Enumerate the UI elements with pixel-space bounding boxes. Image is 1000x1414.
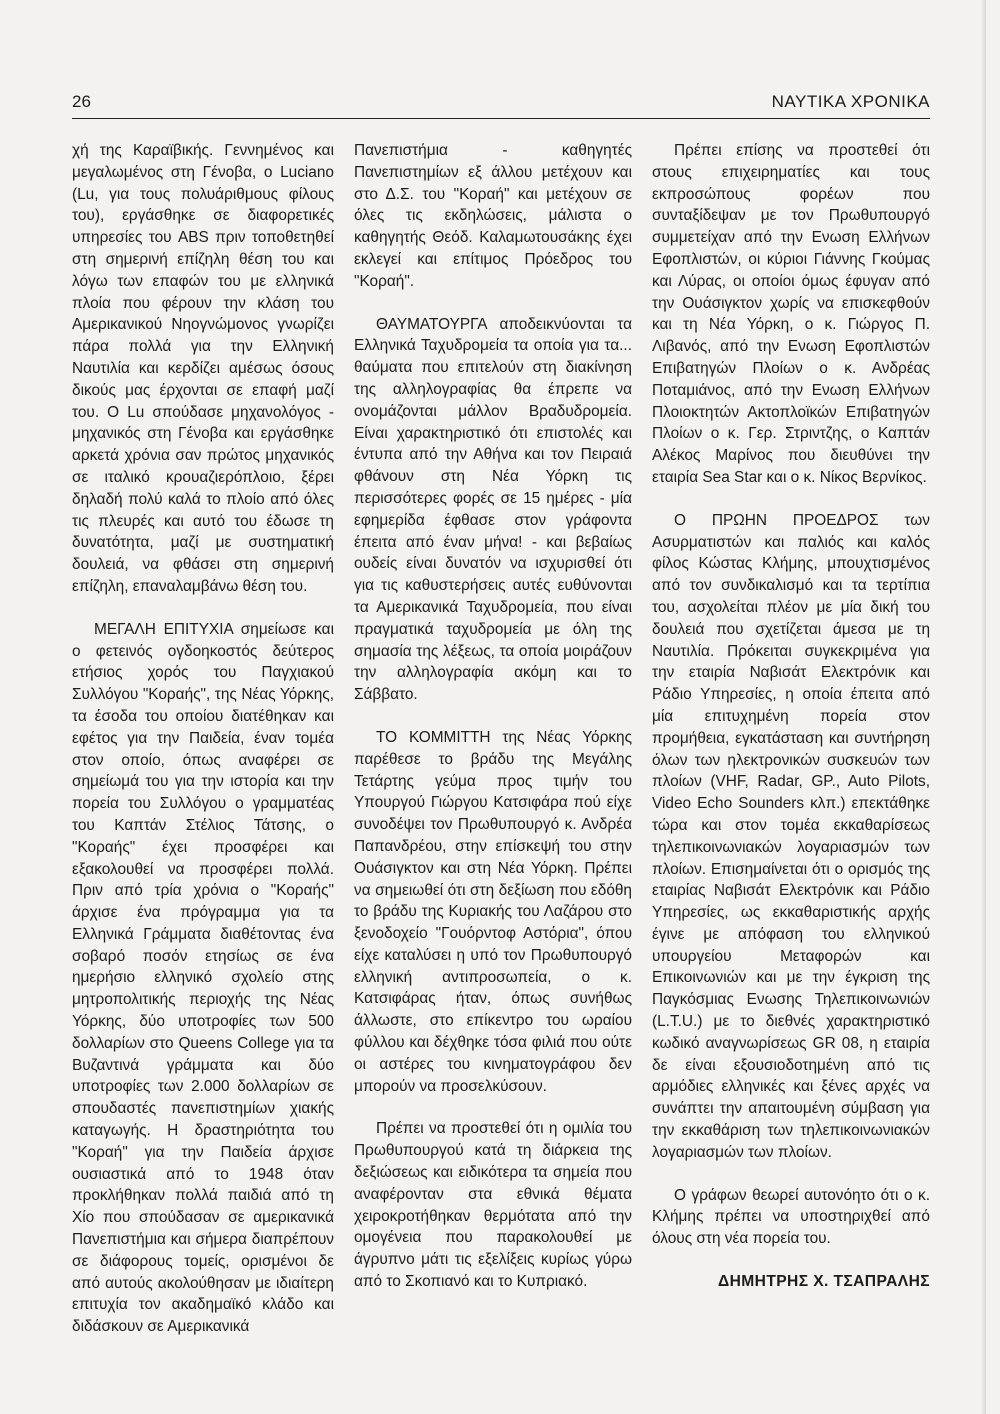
page-edge-shadow <box>982 0 986 1414</box>
paragraph: Πρέπει να προστεθεί ότι η ομιλία του Πρωθυπουργού κατά τη διάρκεια της δεξιώσεως και ειδικότερα τα σημεία που αναφέρονταν στα εθνικά θέματα χειροκροτήθηκαν θερμότατα από την ομογένεια που παρακολουθεί με άγρυπνο μάτι τις εξελίξεις κυρίως γύρω από το Σκοπιανό και το Κυπριακό. <box>354 1120 632 1291</box>
column-3 <box>652 140 930 1293</box>
paragraph: Ο ΠΡΩΗΝ ΠΡΟΕΔΡΟΣ των Ασυρματιστών και παλιός και καλός φίλος Κώστας Κλήμης, μπουχτισμένος από τον συνδικαλισμό και τα τερτίπια του, ασχολείται πλέον με μία δική του δουλειά που σχετίζεται άμεσα με τη Ναυτιλία. Πρόκειται συγκεκριμένα για την εταιρία Ναβισάτ Ελεκτρόνικ και Ράδιο Υπηρεσίες, η οποία έπειτα από μία επιτυχημένη πορεία στον προμήθεια, εγκατάσταση και συντήρηση όλων των ηλεκτρονικών συσκευών των πλοίων (VHF, Radar, GP., Auto Pilots, Video Echo Sounders κλπ.) επεκτάθηκε τώρα και στον τομέα εκκαθαρίσεως τηλεπικοινωνιακών λογαριασμών των πλοίων. Επισημαίνεται ότι ο ορισμός της εταιρίας Ναβισάτ Ελεκτρόνικ και Ράδιο Υπηρεσίες, ως εκκαθαριστικής αρχής έγινε με απόφαση του ελληνικού υπουργείου Μεταφορών και Επικοινωνιών και με την έγκριση της Παγκόσμιας Ενωσης Τηλεπικοινωνιών (L.T.U.) με το διεθνές χαρακτηριστικό κωδικό αναγνωρίσεως GR 08, η εταιρία δε είναι εξουσιοδοτημένη από τις αρμόδιες ελληνικές και ξένες αρχές να συνάπτει την απαιτουμένη σύμβαση για την εκκαθάριση των τηλεπικοινωνιακών λογαριασμών των πλοίων. <box>652 511 930 1161</box>
paragraph: Πρέπει επίσης να προστεθεί ότι στους επιχειρηματίες και τους εκπροσώπους φορέων που συνταξίδεψαν με τον Πρωθυπουργό συμμετείχαν από την Ενωση Ελλήνων Εφοπλιστών, οι κύριοι Γιάννης Γκούμας και Λύρας, οι οποίοι όμως έφυγαν από την Ουάσιγκτον χωρίς να επισκεφθούν και τη Νέα Υόρκη, ο κ. Γιώργος Π. Λιβανός, από την Ενωση Εφοπλιστών Επιβατηγών Πλοίων ο κ. Ανδρέας Ποταμιάνος, από την Ενωση Ελλήνων Πλοιοκτητών Ακτοπλοϊκών Επιβατηγών Πλοίων ο κ. Γερ. Στριντζης, ο Καπτάν Αλέκος Μαρίνος που διευθύνει την εταιρία Sea Star και ο κ. Νίκος Βερνίκος. <box>652 142 930 486</box>
page-header <box>72 88 930 119</box>
column-1 <box>72 140 334 1359</box>
paragraph: χή της Καραϊβικής. Γεννημένος και μεγαλωμένος στη Γένοβα, ο Luciano (Lu, για τους πολυάριθμους φίλους του), εργάσθηκε σε διαφορετικές υπηρεσίες του ABS πριν τοποθετηθεί στη σημερινή επίζηλη θέση του και λόγω των επαφών του με ελληνικά πλοία που φέρουν την κλάση του Αμερικανικού Νηογνώμονος γνωρίζει πάρα πολλά για την Ελληνική Ναυτιλία και κερδίζει αμέσως όσους δικούς μας έρχονται σε επαφή μαζί του. Ο Lu σπούδασε μηχανολόγος - μηχανικός στη Γένοβα και εργάσθηκε αρκετά χρόνια σαν πρώτος μηχανικός σε ιταλικό κρουαζιερόπλοιο, ξέρει δηλαδή πολύ καλά το πλοίο από όλες τις πλευρές και αυτό του έδωσε τη δυνατότητα, μαζί με συστηματική δουλειά, να φθάσει στη σημερινή επίζηλη, επαναλαμβάνω θέση του. <box>72 142 334 595</box>
paragraph: Ο γράφων θεωρεί αυτονόητο ότι ο κ. Κλήμης πρέπει να υποστηριχθεί από όλους στη νέα πορεία του. <box>652 1186 930 1248</box>
column-2 <box>354 140 632 1314</box>
publication-title: ΝΑΥΤΙΚΑ ΧΡΟΝΙΚΑ <box>771 92 930 111</box>
paragraph: ΘΑΥΜΑΤΟΥΡΓΑ αποδεικνύονται τα Ελληνικά Ταχυδρομεία τα οποία για τα... θαύματα που επιτελούν στη διακίνηση της αλληλογραφίας θα έπρεπε να ονομάζονται μάλλον Βραδυδρομεία. Είναι χαρακτηριστικό ότι επιστολές και έντυπα από την Αθήνα και τον Πειραιά φθάνουν στη Νέα Υόρκη τις περισσότερες φορές σε 15 ημέρες - μία εφημερίδα έφθασε στον γράφοντα έπειτα από έναν μήνα! - και βεβαίως ουδείς είναι δυνατόν να ισχυρισθεί ότι για τις καθυστερήσεις αυτές ευθύνονται τα Αμερικανικά Ταχυδρομεία, που είναι πραγματικά ταχυδρομεία με όλη της σημασία της λέξεως, τα οποία μοιράζουν την αλληλογραφία ακόμη και το Σάββατο. <box>354 315 632 704</box>
paragraph: Πανεπιστήμια - καθηγητές Πανεπιστημίων εξ άλλου μετέχουν και στο Δ.Σ. του "Κοραή" και μετέχουν σε όλες τις εκδηλώσεις, μάλιστα ο καθηγητής Θεόδ. Καλαμωτουσάκης έχει εκλεγεί και επίτιμος Πρόεδρος του "Κοραή". <box>354 142 632 290</box>
paragraph: ΤΟ ΚΟΜΜΙΤΤΗ της Νέας Υόρκης παρέθεσε το βράδυ της Μεγάλης Τετάρτης γεύμα προς τιμήν του Υπουργού Γιώργου Κατσιφάρα πού είχε συνοδέψει τον Πρωθυπουργό κ. Ανδρέα Παπανδρέου, στην επίσκεψή του στην Ουάσιγκτον και στη Νέα Υόρκη. Πρέπει να σημειωθεί ότι στη δεξίωση που εδόθη το βράδυ της Κυριακής του Λαζάρου στο ξενοδοχείο "Γουόρντοφ Αστόρια", όπου είχε καταλύσει η υπό τον Πρωθυπουργό ελληνική αντιπροσωπεία, ο κ. Κατσιφάρας ήταν, όπως συνήθως άλλωστε, στο επίκεντρο του ωραίου φύλλου και δέχθηκε τόσα φιλιά που ούτε οι αστέρες του κινηματογράφου δεν μπορούν να προσελκύσουν. <box>354 728 632 1095</box>
author-signature: ΔΗΜΗΤΡΗΣ Χ. ΤΣΑΠΡΑΛΗΣ <box>718 1273 930 1291</box>
paragraph: ΜΕΓΑΛΗ ΕΠΙΤΥΧΙΑ σημείωσε και ο φετεινός ογδοηκοστός δεύτερος ετήσιος χορός του Παγχιακού Συλλόγου "Κοραής", της Νέας Υόρκης, τα έσοδα του οποίου διατέθηκαν και εφέτος για την Παιδεία, έναν τομέα στον οποίο, όπως αναφέρει σε σημείωμά του για την ιστορία και την πορεία του Συλλόγου ο γραμματέας του Καπτάν Στέλιος Τάτσης, ο "Κοραής" έχει προσφέρει και εξακολουθεί να προσφέρει πολλά. Πριν από τρία χρόνια ο "Κοραής" άρχισε ένα πρόγραμμα για τα Ελληνικά Γράμματα διαθέτοντας ένα σοβαρό ποσόν ετησίως σε ένα ημερήσιο ελληνικό σχολείο στης μητροπολιτικής περιοχής της Νέας Υόρκης, δύο υποτροφίες των 500 δολλαρίων στο Queens College για τα Βυζαντινά γράμματα και δύο υποτροφίες των 2.000 δολλαρίων σε σπουδαστές πανεπιστημίων χιακής καταγωγής. Η δραστηριότητα του "Κοραή" για την Παιδεία άρχισε ουσιαστικά από το 1948 όταν προκλήθηκαν πολλά παιδιά από τη Χίο που σπούδασαν σε αμερικανικά Πανεπιστήμια και σήμερα διαπρέπουν σε διάφορους τομείς, ορισμένοι δε από αυτούς ακολούθησαν με ιδιαίτερη επιτυχία τον ακαδημαϊκό κλάδο και διδάσκουν σε Αμερικανικά <box>72 620 334 1336</box>
page-number: 26 <box>72 92 91 111</box>
